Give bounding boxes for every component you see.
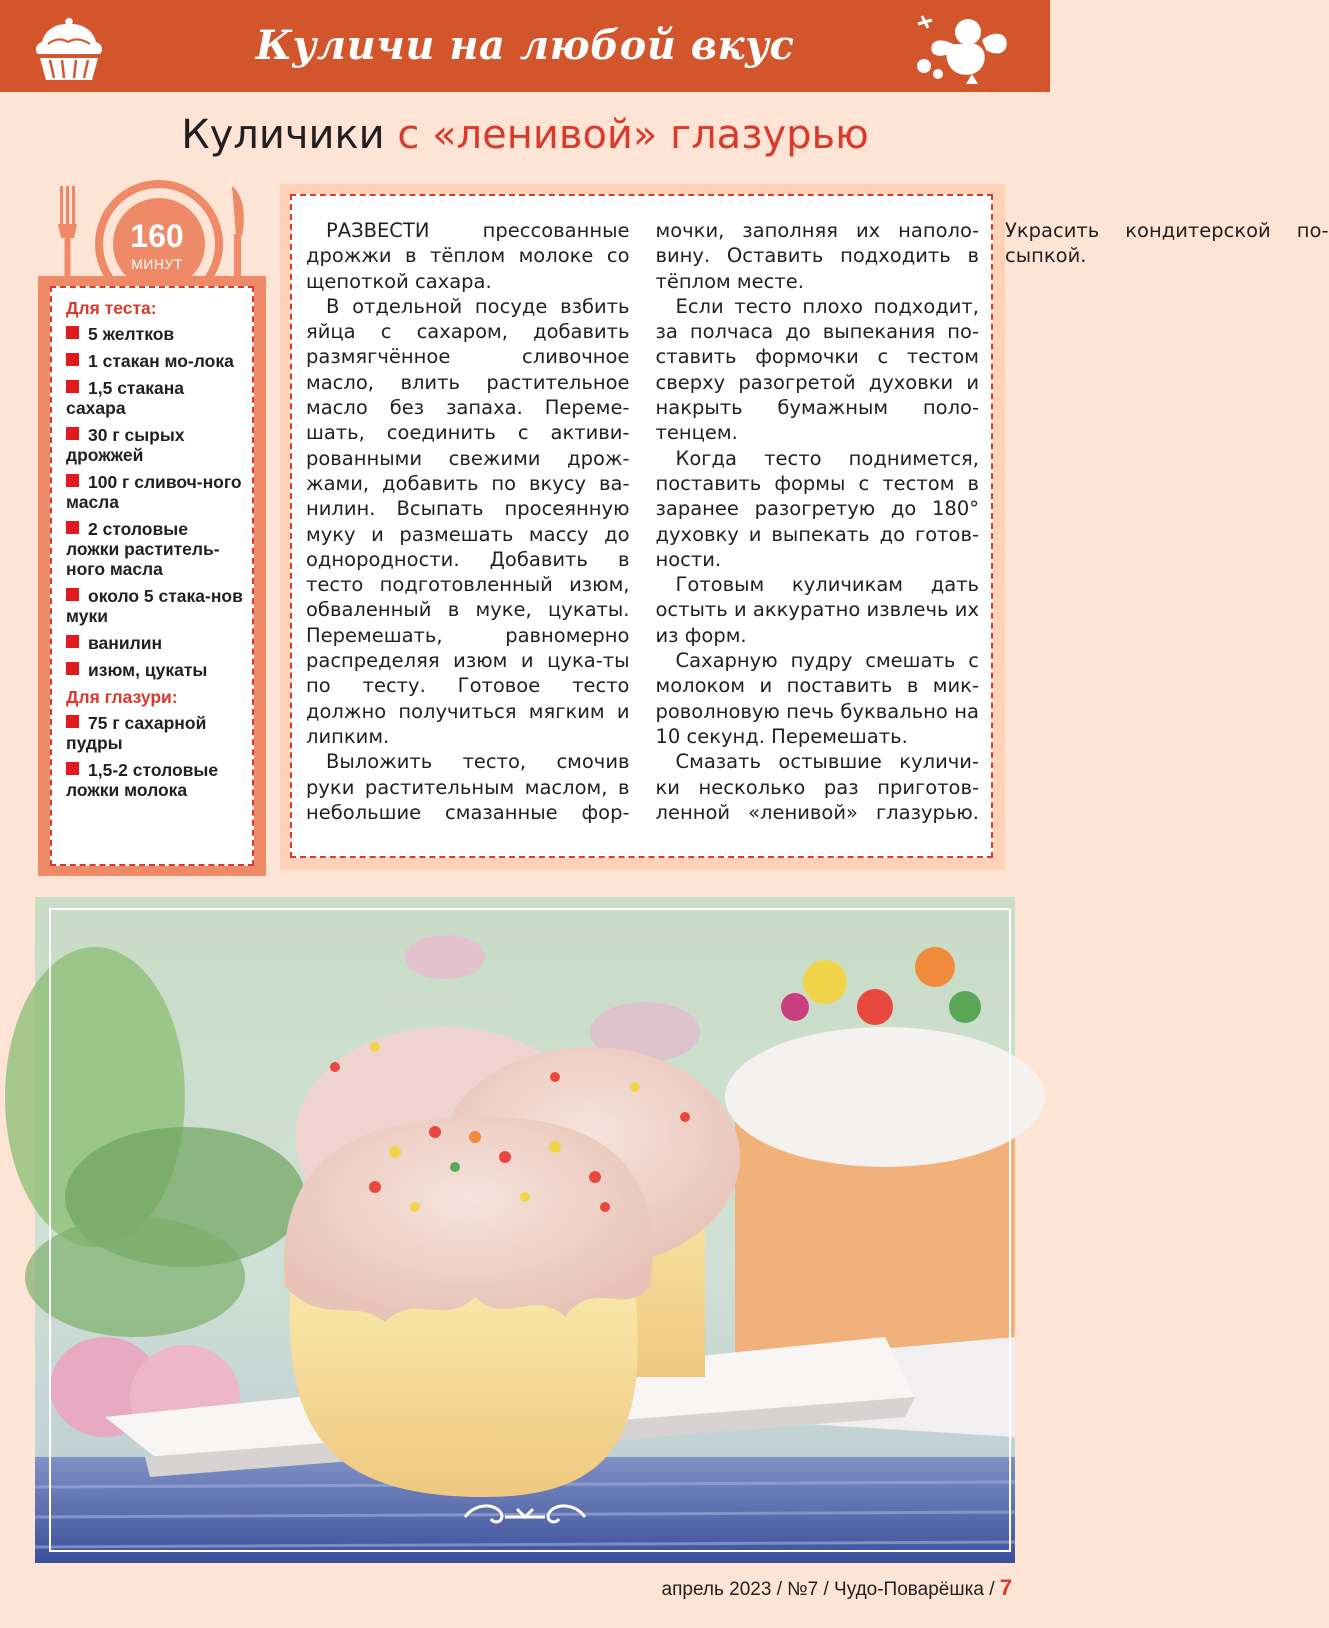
bullet-square-icon bbox=[66, 353, 79, 366]
dough-heading: Для теста: bbox=[66, 298, 157, 318]
list-item: 2 столовые ложки раститель-ного масла bbox=[66, 519, 220, 579]
recipe-title-accent: с «ленивой» глазурью bbox=[397, 112, 869, 158]
recipe-title-main: Куличики bbox=[181, 112, 385, 158]
time-unit: МИНУТ bbox=[131, 256, 183, 272]
list-item: около 5 стака-нов муки bbox=[66, 586, 243, 626]
header-band bbox=[0, 0, 1050, 92]
bullet-square-icon bbox=[66, 380, 79, 393]
bullet-square-icon bbox=[66, 474, 79, 487]
knife-icon bbox=[232, 186, 244, 286]
magazine-name: Чудо-Поварёшка bbox=[834, 1579, 984, 1600]
list-item: 1 стакан мо-лока bbox=[66, 351, 244, 371]
instructions-text bbox=[290, 194, 1329, 858]
bullet-square-icon bbox=[66, 635, 79, 648]
glaze-heading: Для глазури: bbox=[66, 687, 178, 707]
issue-date: апрель 2023 bbox=[661, 1579, 772, 1600]
bullet-square-icon bbox=[66, 326, 79, 339]
instruction-paragraph: Когда тесто поднимется, поставить формы с тестом в заранее разогретую до 180° духовку и выпекать до готов-ности. bbox=[655, 446, 979, 571]
bullet-square-icon bbox=[66, 662, 79, 675]
list-item: 30 г сырых дрожжей bbox=[66, 425, 185, 465]
instructions-box bbox=[280, 184, 1329, 870]
list-item: 5 желтков bbox=[66, 324, 244, 344]
page-footer: апрель 2023 / №7 / Чудо-Поварёшка / 7 bbox=[661, 1575, 1012, 1600]
bullet-square-icon bbox=[66, 521, 79, 534]
easter-cakes-photo bbox=[35, 897, 1015, 1563]
bullet-square-icon bbox=[66, 715, 79, 728]
ingredients-box bbox=[38, 276, 266, 876]
instruction-paragraph: Выложить тесто, смочив руки растительным маслом, в небольшие смазанные фор-мочки, заполняя их наполо-вину. Оставить подходить в тёплом месте. bbox=[306, 219, 979, 824]
list-item: 100 г сливоч-ного масла bbox=[66, 472, 242, 512]
instruction-paragraph: Смазать остывшие куличи-ки несколько раз приготов-ленной «ленивой» глазурью. Украсить кондитерской по-сыпкой. bbox=[655, 219, 1329, 824]
page-number: 7 bbox=[999, 1575, 1012, 1600]
instruction-paragraph: Если тесто плохо подходит, за полчаса до выпекания по-ставить формочки с тестом сверху разогретой духовки и накрыть бумажным поло-тенцем. bbox=[655, 294, 979, 445]
issue-number: №7 bbox=[787, 1579, 819, 1600]
list-item: 75 г сахарной пудры bbox=[66, 713, 207, 753]
instruction-paragraph: РАЗВЕСТИ прессованные дрожжи в тёплом молоке со щепоткой сахара. bbox=[306, 219, 630, 293]
bullet-square-icon bbox=[66, 427, 79, 440]
bullet-square-icon bbox=[66, 588, 79, 601]
fork-icon bbox=[58, 186, 77, 286]
instruction-paragraph: В отдельной посуде взбить яйца с сахаром, добавить размягчённое сливочное масло, влить растительное масло без запаха. Переме-шать, соединить с активи-рованными свежими дрож-жами, добавить по вкусу ва-нилин. Всыпать просеянную муку и размешать массу до однородности. Добавить в тесто подготовленный изюм, обваленный в муке, цукаты. Перемешать, равномерно распределяя изюм и цука-ты по тесту. Готовое тесто должно получиться мягким и липким. bbox=[306, 294, 630, 748]
ingredients-card bbox=[50, 286, 254, 866]
recipe-title bbox=[0, 112, 1050, 158]
instruction-paragraph: Сахарную пудру смешать с молоком и поставить в мик-роволновую печь буквально на 10 секунд. Перемешать. bbox=[655, 649, 979, 748]
list-item: ванилин bbox=[66, 633, 244, 653]
bullet-square-icon bbox=[66, 762, 79, 775]
time-value: 160 bbox=[130, 218, 184, 254]
section-title: Куличи на любой вкус bbox=[255, 22, 795, 69]
dough-list bbox=[66, 324, 244, 680]
glaze-list bbox=[66, 713, 244, 800]
list-item: 1,5-2 столовые ложки молока bbox=[66, 760, 219, 800]
cherub-icon bbox=[912, 10, 1012, 86]
list-item: 1,5 стакана сахара bbox=[66, 378, 185, 418]
list-item: изюм, цукаты bbox=[66, 660, 244, 680]
instruction-paragraph: Готовым куличикам дать остыть и аккуратно извлечь их из форм. bbox=[655, 573, 979, 647]
